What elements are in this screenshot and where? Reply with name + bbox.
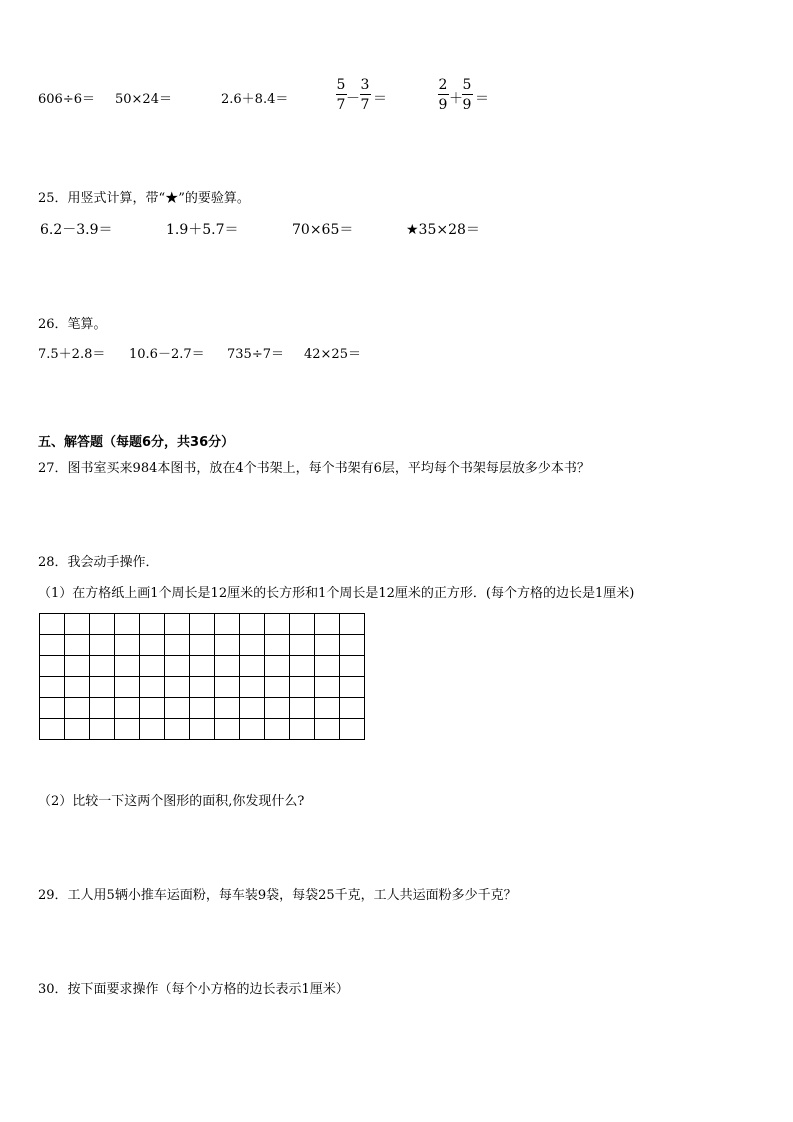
grid-cell — [140, 614, 165, 635]
grid-row — [40, 656, 365, 677]
grid-cell — [240, 677, 265, 698]
grid-cell — [40, 656, 65, 677]
grid-cell — [115, 635, 140, 656]
q26-item-3: 735÷7＝ — [227, 347, 284, 362]
grid-cell — [265, 614, 290, 635]
grid-cell — [340, 614, 365, 635]
grid-cell — [340, 635, 365, 656]
grid-cell — [165, 719, 190, 740]
q25-item-1: 6.2－3.9＝ — [40, 222, 113, 238]
grid-cell — [240, 635, 265, 656]
calc-item-2: 50×24＝ — [115, 92, 172, 107]
q25-item-3: 70×65＝ — [292, 222, 354, 238]
grid-cell — [265, 677, 290, 698]
grid-row — [40, 698, 365, 719]
grid-cell — [190, 635, 215, 656]
fraction — [437, 78, 449, 112]
grid-cell — [215, 635, 240, 656]
q26-item-4: 42×25＝ — [304, 347, 361, 362]
q25-title: 25．用竖式计算，带“★”的要验算。 — [38, 191, 250, 206]
grid-cell — [190, 719, 215, 740]
grid-cell — [40, 677, 65, 698]
grid-cell — [115, 614, 140, 635]
grid-cell — [290, 719, 315, 740]
q27-text: 27．图书室买来984本图书，放在4个书架上，每个书架有6层，平均每个书架每层放多少本书？ — [38, 461, 590, 476]
grid-cell — [65, 719, 90, 740]
grid-cell — [265, 698, 290, 719]
grid-cell — [165, 635, 190, 656]
grid-cell — [340, 719, 365, 740]
q29-text: 29．工人用5辆小推车运面粉，每车装9袋，每袋25千克，工人共运面粉多少千克？ — [38, 888, 517, 903]
grid-cell — [265, 656, 290, 677]
grid-cell — [215, 614, 240, 635]
grid-cell — [240, 656, 265, 677]
grid-cell — [140, 698, 165, 719]
denominator: 9 — [462, 97, 472, 113]
grid-cell — [340, 677, 365, 698]
grid-cell — [115, 677, 140, 698]
denominator: 9 — [438, 97, 448, 113]
q30-text: 30．按下面要求操作（每个小方格的边长表示1厘米） — [38, 982, 349, 997]
q25-item-4: ★35×28＝ — [406, 222, 480, 238]
grid-cell — [90, 677, 115, 698]
grid-cell — [40, 719, 65, 740]
grid-cell — [290, 614, 315, 635]
q26-title: 26．笔算。 — [38, 317, 107, 332]
grid-cell — [90, 656, 115, 677]
grid-cell — [240, 698, 265, 719]
fraction — [461, 78, 473, 112]
grid-cell — [115, 656, 140, 677]
denominator: 7 — [336, 97, 346, 113]
grid-cell — [215, 719, 240, 740]
q28-title: 28．我会动手操作． — [38, 555, 159, 570]
grid-cell — [115, 698, 140, 719]
grid-cell — [215, 698, 240, 719]
grid-cell — [165, 614, 190, 635]
grid-cell — [315, 677, 340, 698]
grid-row — [40, 614, 365, 635]
grid-cell — [240, 719, 265, 740]
grid-cell — [190, 698, 215, 719]
operator: ＋ — [449, 91, 463, 107]
grid-cell — [90, 614, 115, 635]
q26-item-1: 7.5＋2.8＝ — [38, 347, 106, 362]
grid-cell — [240, 614, 265, 635]
grid-cell — [315, 656, 340, 677]
fraction — [359, 78, 371, 112]
grid-cell — [190, 614, 215, 635]
grid-cell — [290, 656, 315, 677]
numerator: 5 — [462, 77, 472, 93]
q25-item-2: 1.9＋5.7＝ — [166, 222, 239, 238]
grid-cell — [40, 698, 65, 719]
grid-cell — [340, 698, 365, 719]
grid-cell — [90, 635, 115, 656]
grid-cell — [40, 635, 65, 656]
q28-part1: （1）在方格纸上画1个周长是12厘米的长方形和1个周长是12厘米的正方形．(每个方格的边长是1厘米) — [38, 586, 635, 601]
grid-cell — [140, 656, 165, 677]
grid-cell — [65, 614, 90, 635]
grid-cell — [215, 677, 240, 698]
grid-cell — [290, 677, 315, 698]
square-grid — [39, 613, 365, 740]
grid-row — [40, 677, 365, 698]
grid-cell — [315, 698, 340, 719]
grid-cell — [265, 635, 290, 656]
grid-cell — [165, 677, 190, 698]
grid-cell — [215, 656, 240, 677]
grid-cell — [140, 677, 165, 698]
grid-cell — [290, 698, 315, 719]
numerator: 3 — [360, 77, 370, 93]
numerator: 5 — [336, 77, 346, 93]
grid-cell — [65, 635, 90, 656]
grid-cell — [40, 614, 65, 635]
grid-cell — [140, 635, 165, 656]
grid-cell — [165, 656, 190, 677]
grid-row — [40, 635, 365, 656]
calc-item-1: 606÷6＝ — [38, 92, 95, 107]
grid-cell — [140, 719, 165, 740]
grid-cell — [65, 677, 90, 698]
calc-item-3: 2.6＋8.4＝ — [221, 92, 289, 107]
grid-cell — [190, 677, 215, 698]
grid-cell — [65, 698, 90, 719]
grid-cell — [315, 635, 340, 656]
denominator: 7 — [360, 97, 370, 113]
grid-cell — [315, 614, 340, 635]
grid-cell — [340, 656, 365, 677]
equals-sign: ＝ — [475, 91, 489, 107]
q26-item-2: 10.6－2.7＝ — [129, 347, 205, 362]
grid-cell — [90, 698, 115, 719]
grid-cell — [265, 719, 290, 740]
numerator: 2 — [438, 77, 448, 93]
grid-cell — [290, 635, 315, 656]
grid-cell — [315, 719, 340, 740]
operator: － — [346, 91, 360, 107]
grid-cell — [190, 656, 215, 677]
equals-sign: ＝ — [373, 91, 387, 107]
grid-cell — [90, 719, 115, 740]
grid-cell — [65, 656, 90, 677]
q28-part2: （2）比较一下这两个图形的面积,你发现什么? — [38, 794, 305, 809]
grid-row — [40, 719, 365, 740]
grid-cell — [165, 698, 190, 719]
grid-cell — [115, 719, 140, 740]
section-heading: 五、解答题（每题6分，共36分） — [38, 435, 235, 450]
